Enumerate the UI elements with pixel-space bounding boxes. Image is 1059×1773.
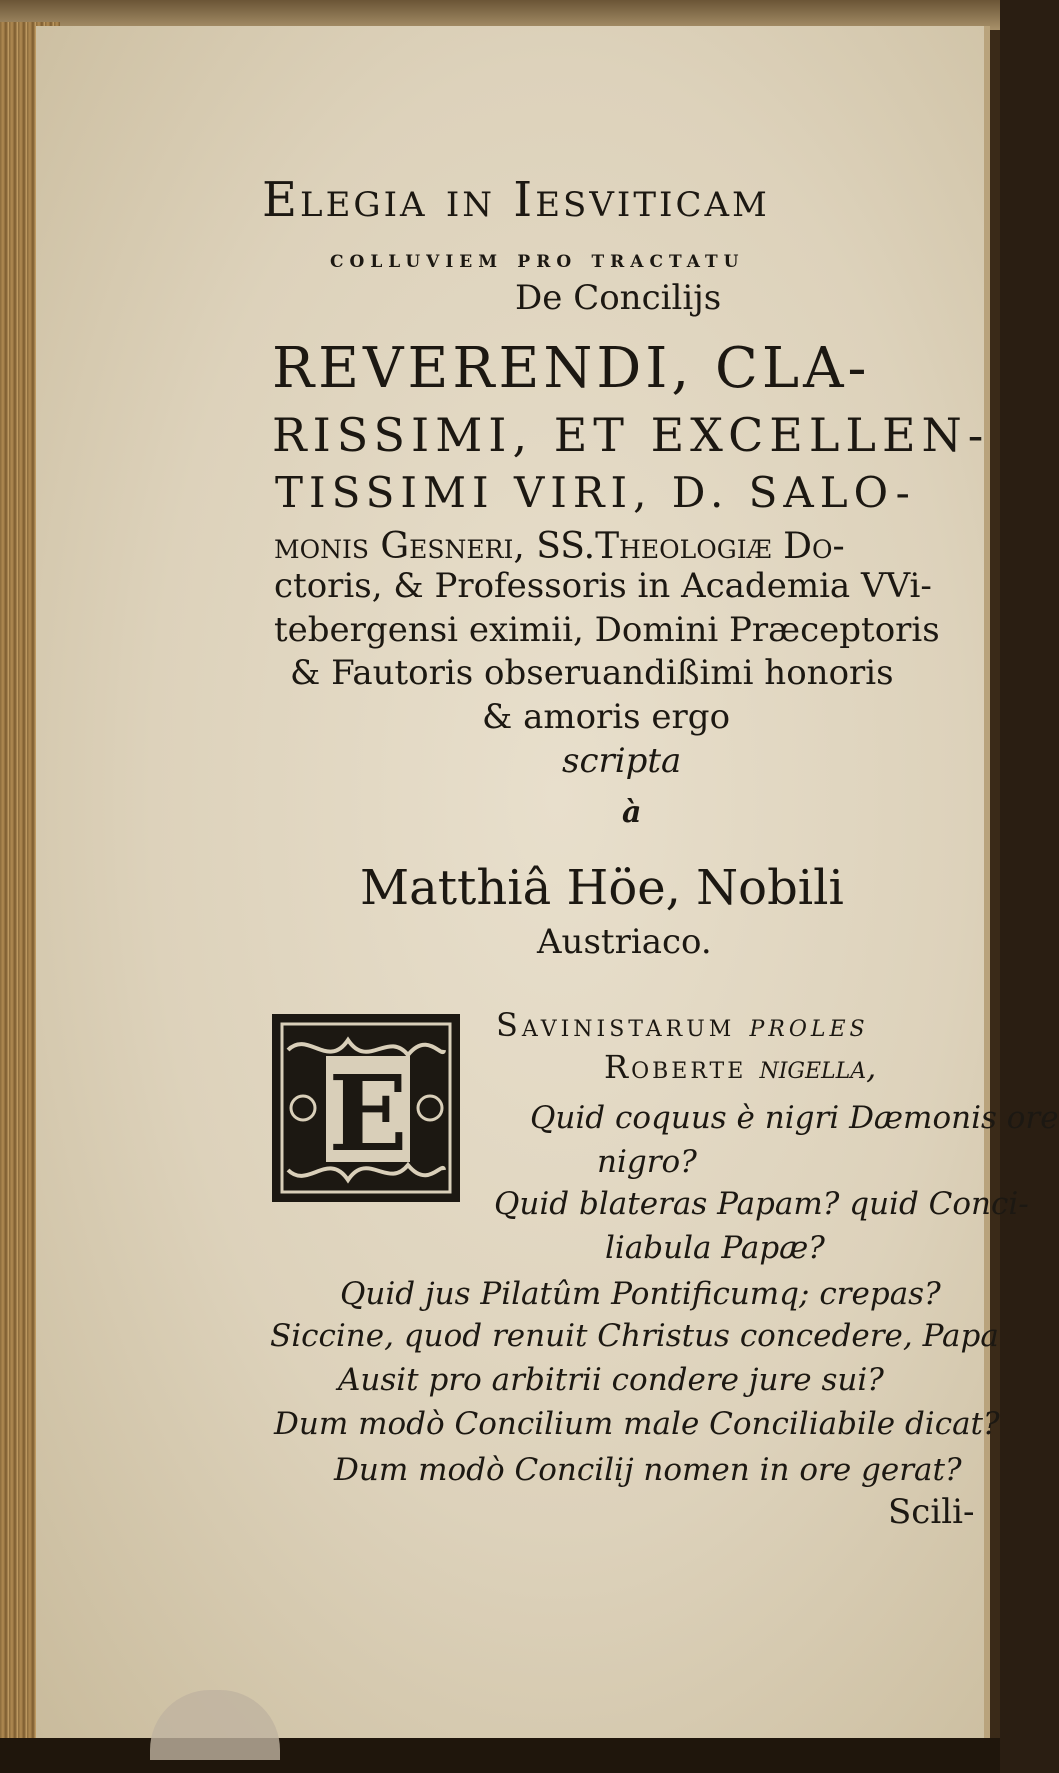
poem-line-7: Quid jus Pilatûm Pontificumq; crepas? bbox=[340, 1276, 941, 1312]
dedication-line-7: à bbox=[622, 795, 642, 830]
poem-line-1 bbox=[496, 1006, 869, 1044]
poem-line-8: Siccine, quod renuit Christus concedere, Papa bbox=[270, 1318, 999, 1354]
poem-line-1-rest: proles bbox=[749, 1006, 869, 1044]
ornamental-initial bbox=[268, 1010, 464, 1206]
poem-line-2 bbox=[604, 1048, 876, 1086]
dedication-line-6: scripta bbox=[562, 741, 682, 781]
dedication-line-5: & amoris ergo bbox=[482, 697, 731, 737]
title-line-3: De Concilijs bbox=[515, 278, 722, 318]
poem-line-11: Dum modò Concilij nomen in ore gerat? bbox=[334, 1452, 962, 1488]
dedication-line-4: & Fautoris obseruandißimi honoris bbox=[290, 653, 894, 693]
poem-line-6: liabula Papæ? bbox=[605, 1230, 825, 1266]
poem-line-3: Quid coquus è nigri Dæmonis ore bbox=[530, 1100, 1059, 1136]
title-line-2: colluviem pro tractatu bbox=[330, 244, 745, 273]
poem-line-2-caps: Roberte bbox=[604, 1048, 747, 1086]
ornamental-initial-icon bbox=[268, 1010, 464, 1206]
catchword: Scili- bbox=[888, 1492, 975, 1532]
poem-line-1-caps: Savinistarum bbox=[496, 1006, 736, 1044]
author-name: Matthiâ Höe, Nobili bbox=[360, 860, 844, 916]
poem-line-10: Dum modò Concilium male Conciliabile dicat? bbox=[274, 1406, 1000, 1442]
title-line-5: RISSIMI, ET EXCELLEN- bbox=[272, 408, 990, 462]
poem-line-2-rest: nigella, bbox=[759, 1048, 877, 1086]
poem-line-9: Ausit pro arbitrii condere jure sui? bbox=[338, 1362, 884, 1398]
title-line-4: REVERENDI, CLA- bbox=[272, 336, 871, 401]
title-line-1: Elegia in Iesviticam bbox=[262, 172, 770, 228]
author-origin: Austriaco. bbox=[537, 922, 712, 962]
dedication-line-2: ctoris, & Professoris in Academia VVi- bbox=[274, 566, 932, 606]
dedication-line-1: monis Gesneri, SS.Theologiæ Do- bbox=[274, 526, 845, 567]
poem-line-4: nigro? bbox=[597, 1144, 697, 1180]
dedication-line-3: tebergensi eximii, Domini Præceptoris bbox=[274, 610, 940, 650]
poem-line-5: Quid blateras Papam? quid Conci- bbox=[494, 1186, 1029, 1222]
title-line-6: TISSIMI VIRI, D. SALO- bbox=[275, 468, 916, 517]
svg-text:E: E bbox=[328, 1052, 408, 1175]
